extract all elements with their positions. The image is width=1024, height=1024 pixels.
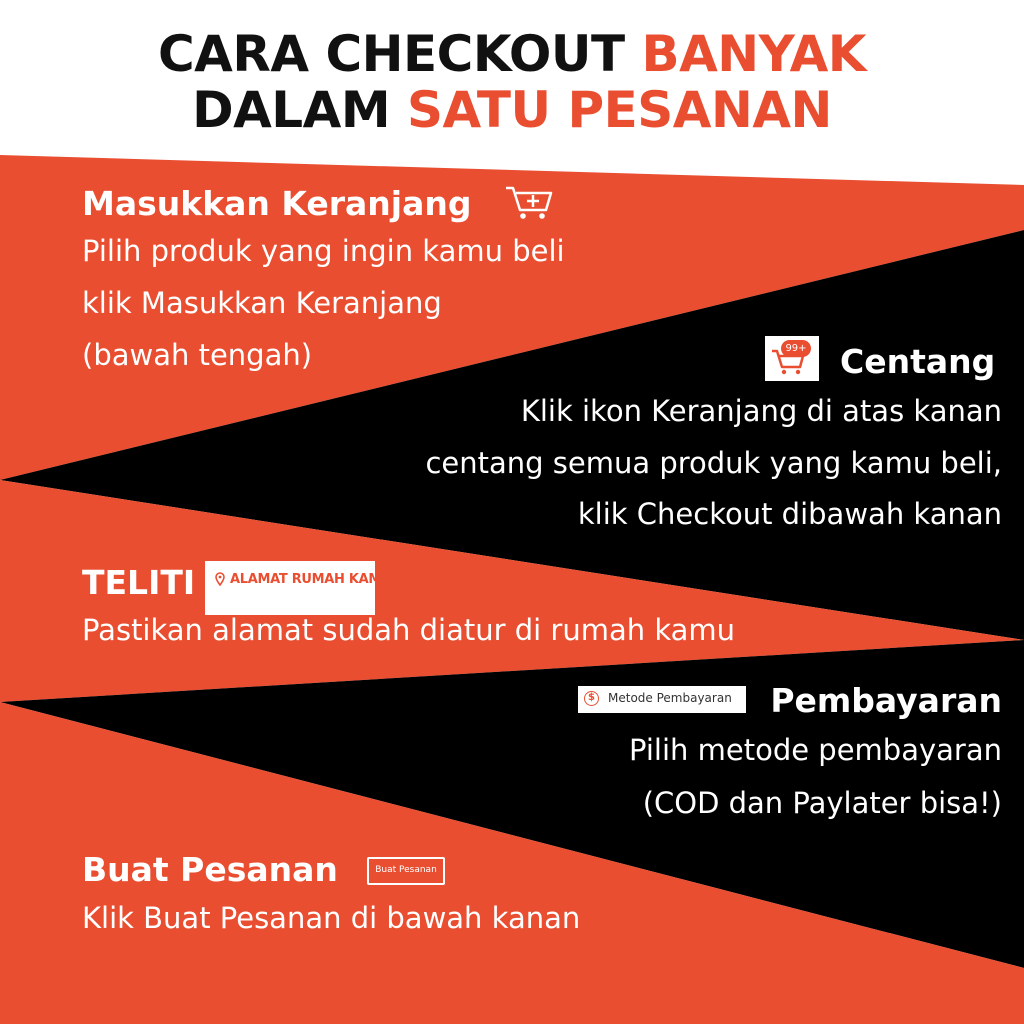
step-pembayaran-line-2: (COD dan Paylater bisa!)	[642, 786, 1002, 820]
step-pembayaran-heading: Pembayaran	[770, 681, 1002, 720]
location-pin-icon	[215, 572, 225, 586]
page-title-line-1	[0, 26, 1024, 82]
step-masukkan-heading: Masukkan Keranjang	[82, 184, 472, 223]
step-teliti-heading: TELITI	[82, 563, 196, 602]
step-masukkan-line-3: (bawah tengah)	[82, 338, 313, 372]
step-centang-line-2: centang semua produk yang kamu beli,	[425, 446, 1002, 480]
address-badge	[205, 561, 392, 615]
address-label: ALAMAT RUMAH KAMU	[230, 572, 392, 587]
title-line2-plain: DALAM	[192, 81, 391, 139]
step-masukkan-line-2: klik Masukkan Keranjang	[82, 286, 442, 320]
title-line1-accent: BANYAK	[641, 25, 867, 83]
step-masukkan-line-1: Pilih produk yang ingin kamu beli	[82, 234, 565, 268]
title-line1-plain: CARA CHECKOUT	[157, 25, 625, 83]
buat-pesanan-button-sample	[367, 857, 445, 885]
cart-plus-icon	[504, 184, 554, 222]
title-line2-accent: SATU PESANAN	[407, 81, 832, 139]
payment-method-label: Metode Pembayaran	[608, 691, 732, 705]
coin-icon: $	[584, 691, 599, 706]
cart-count-badge: 99+	[781, 340, 811, 357]
payment-method-badge	[578, 686, 746, 713]
step-centang-line-3: klik Checkout dibawah kanan	[577, 497, 1002, 531]
cart-badge-icon	[765, 336, 819, 381]
step-centang-line-1: Klik ikon Keranjang di atas kanan	[520, 394, 1002, 428]
buat-pesanan-button-label: Buat Pesanan	[375, 865, 437, 875]
step-buat-heading: Buat Pesanan	[82, 850, 338, 889]
step-teliti-line-1: Pastikan alamat sudah diatur di rumah kamu	[82, 613, 736, 647]
step-centang-heading: Centang	[840, 342, 996, 381]
step-buat-line-1: Klik Buat Pesanan di bawah kanan	[82, 901, 581, 935]
page-title-line-2	[0, 82, 1024, 138]
step-pembayaran-line-1: Pilih metode pembayaran	[629, 733, 1002, 767]
